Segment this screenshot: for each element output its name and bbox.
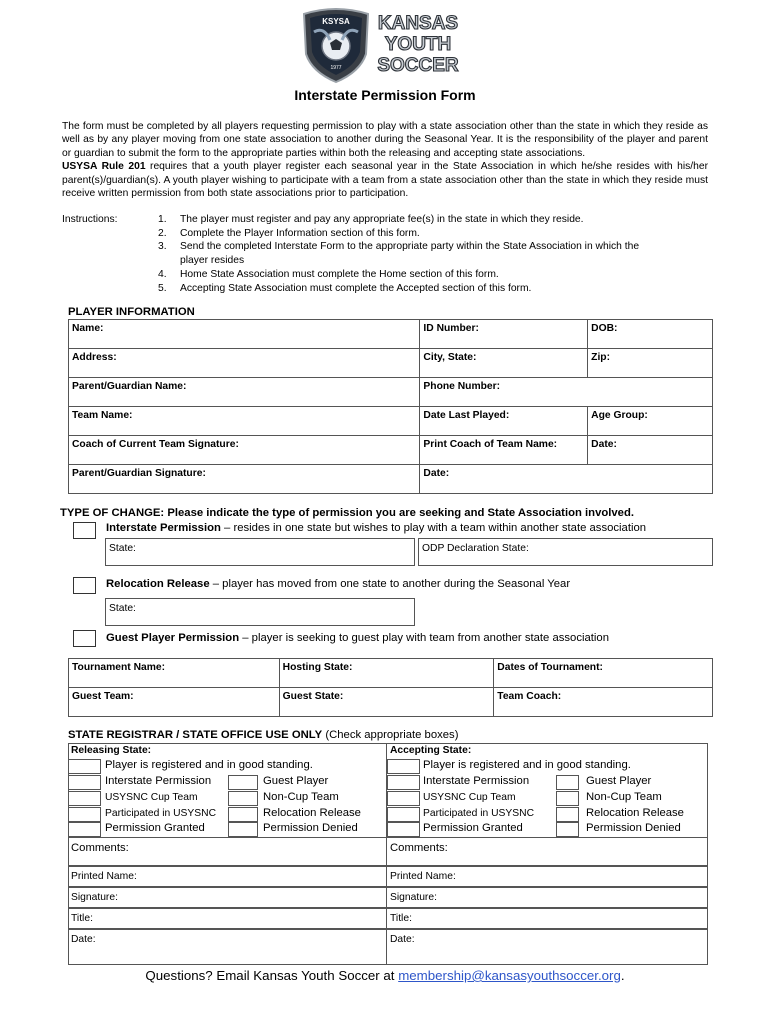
releasing-guest-player-checkbox[interactable] xyxy=(228,775,258,790)
releasing-interstate-checkbox[interactable] xyxy=(68,775,101,790)
accepting-denied-label: Permission Denied xyxy=(586,822,681,834)
accepting-state-label: Accepting State: xyxy=(390,745,472,756)
logo-word-kansas: KANSAS xyxy=(377,13,459,34)
team-name-field[interactable]: Team Name: xyxy=(69,407,420,436)
accepting-participated-checkbox[interactable] xyxy=(387,807,420,822)
instruction-text-1: The player must register and pay any appropriate fee(s) in the state in which they reside. xyxy=(180,214,584,225)
type-of-change-heading: TYPE OF CHANGE: Please indicate the type of permission you are seeking and State Association involved. xyxy=(60,507,634,519)
accepting-interstate-label: Interstate Permission xyxy=(423,775,530,787)
releasing-usysnc-cup-label: USYSNC Cup Team xyxy=(105,792,198,803)
releasing-guest-player-label: Guest Player xyxy=(263,775,329,787)
releasing-granted-label: Permission Granted xyxy=(105,822,205,834)
relocation-release-checkbox[interactable] xyxy=(73,577,96,594)
player-info-heading: PLAYER INFORMATION xyxy=(68,306,195,318)
relocation-state-field[interactable]: State: xyxy=(105,598,415,626)
interstate-permission-desc: – resides in one state but wishes to play with a team within another state association xyxy=(220,522,647,534)
rule-text: requires that a youth player register each seasonal year in the State Association in which he/she resides with his/her parent(s)/guardian(s). A youth player wishing to participate with a team from a state association other than the state in which they reside must receive written permission from both state associations prior to participation. xyxy=(62,161,708,200)
accepting-guest-player-label: Guest Player xyxy=(586,775,652,787)
releasing-title-field[interactable]: Title: xyxy=(68,908,387,929)
intro-paragraph: The form must be completed by all players requesting permission to play with a state association other than the state in which they reside as well as by any player moving from one state association to another during the Seasonal Year. It is the responsibility of the player and parent or guardian to submit the form to the appropriate parties within both the releasing and accepting state associations. xyxy=(62,121,708,159)
releasing-participated-checkbox[interactable] xyxy=(68,807,101,822)
team-coach-field[interactable]: Team Coach: xyxy=(494,688,713,717)
zip-field[interactable]: Zip: xyxy=(588,349,713,378)
guest-player-permission-checkbox[interactable] xyxy=(73,630,96,647)
address-field[interactable]: Address: xyxy=(69,349,420,378)
accepting-relocation-checkbox[interactable] xyxy=(556,807,579,822)
accepting-date-field[interactable]: Date: xyxy=(387,929,708,950)
relocation-release-option xyxy=(106,578,570,590)
accepting-good-standing-label: Player is registered and in good standing. xyxy=(423,759,631,771)
guest-player-permission-label: Guest Player Permission xyxy=(106,632,240,644)
registrar-heading-text: STATE REGISTRAR / STATE OFFICE USE ONLY xyxy=(68,729,323,741)
accepting-interstate-checkbox[interactable] xyxy=(387,775,420,790)
footer-text: Questions? Email Kansas Youth Soccer at xyxy=(145,968,399,983)
intro-text xyxy=(62,120,708,200)
accepting-good-standing-checkbox[interactable] xyxy=(387,759,420,774)
releasing-denied-checkbox[interactable] xyxy=(228,822,258,837)
table-row xyxy=(69,659,713,688)
odp-declaration-state-field[interactable]: ODP Declaration State: xyxy=(418,538,713,566)
registrar-heading xyxy=(68,729,458,741)
table-row xyxy=(69,407,713,436)
player-info-table xyxy=(68,319,713,494)
date-last-played-field[interactable]: Date Last Played: xyxy=(420,407,588,436)
rule-paragraph xyxy=(62,160,708,200)
membership-email-link[interactable]: membership@kansasyouthsoccer.org xyxy=(398,968,621,983)
age-group-field[interactable]: Age Group: xyxy=(588,407,713,436)
accepting-granted-label: Permission Granted xyxy=(423,822,523,834)
releasing-state-label: Releasing State: xyxy=(71,745,152,756)
instructions-label: Instructions: xyxy=(62,214,118,225)
parent-signature-date-field[interactable]: Date: xyxy=(420,465,713,494)
logo-year: 1977 xyxy=(330,65,342,71)
instruction-num-5: 5. xyxy=(158,283,167,294)
guest-state-field[interactable]: Guest State: xyxy=(279,688,494,717)
accepting-granted-checkbox[interactable] xyxy=(387,822,420,837)
instruction-text-4: Home State Association must complete the Home section of this form. xyxy=(180,269,499,280)
releasing-non-cup-checkbox[interactable] xyxy=(228,791,258,806)
registrar-heading-note: (Check appropriate boxes) xyxy=(322,729,459,741)
accepting-denied-checkbox[interactable] xyxy=(556,822,579,837)
releasing-denied-label: Permission Denied xyxy=(263,822,358,834)
accepting-usysnc-cup-label: USYSNC Cup Team xyxy=(423,792,516,803)
table-row xyxy=(69,688,713,717)
table-row xyxy=(69,436,713,465)
guest-player-permission-desc: – player is seeking to guest play with team from another state association xyxy=(239,632,609,644)
instruction-text-3b: player resides xyxy=(180,255,245,266)
guest-player-permission-option xyxy=(106,632,609,644)
instruction-num-1: 1. xyxy=(158,214,167,225)
releasing-date-field[interactable]: Date: xyxy=(68,929,387,950)
releasing-participated-label: Participated in USYSNC xyxy=(105,808,217,819)
print-coach-name-field[interactable]: Print Coach of Team Name: xyxy=(420,436,588,465)
releasing-printed-name-field[interactable]: Printed Name: xyxy=(68,866,387,887)
accepting-non-cup-label: Non-Cup Team xyxy=(586,791,662,803)
accepting-relocation-label: Relocation Release xyxy=(586,807,684,819)
releasing-relocation-label: Relocation Release xyxy=(263,807,361,819)
releasing-granted-checkbox[interactable] xyxy=(68,822,101,837)
accepting-printed-name-field[interactable]: Printed Name: xyxy=(387,866,708,887)
coach-signature-field[interactable]: Coach of Current Team Signature: xyxy=(69,436,420,465)
hosting-state-field[interactable]: Hosting State: xyxy=(279,659,494,688)
dob-field[interactable]: DOB: xyxy=(588,320,713,349)
tournament-dates-field[interactable]: Dates of Tournament: xyxy=(494,659,713,688)
instruction-text-3: Send the completed Interstate Form to the appropriate party within the State Association in which the xyxy=(180,241,640,252)
accepting-title-field[interactable]: Title: xyxy=(387,908,708,929)
name-field[interactable]: Name: xyxy=(69,320,420,349)
accepting-usysnc-cup-checkbox[interactable] xyxy=(387,791,420,806)
releasing-usysnc-cup-checkbox[interactable] xyxy=(68,791,101,806)
table-row xyxy=(69,378,713,407)
instruction-text-2: Complete the Player Information section of this form. xyxy=(180,228,420,239)
parent-signature-field[interactable]: Parent/Guardian Signature: xyxy=(69,465,420,494)
id-number-field[interactable]: ID Number: xyxy=(420,320,588,349)
table-row xyxy=(69,320,713,349)
logo-word-soccer: SOCCER xyxy=(377,55,459,76)
guest-team-field[interactable]: Guest Team: xyxy=(69,688,280,717)
logo-badge-text: KSYSA xyxy=(322,17,350,26)
releasing-interstate-label: Interstate Permission xyxy=(105,775,212,787)
table-row xyxy=(69,465,713,494)
relocation-release-label: Relocation Release xyxy=(106,578,210,590)
accepting-participated-label: Participated in USYSNC xyxy=(423,808,535,819)
parent-guardian-name-field[interactable]: Parent/Guardian Name: xyxy=(69,378,420,407)
releasing-non-cup-label: Non-Cup Team xyxy=(263,791,339,803)
table-row xyxy=(69,349,713,378)
accepting-non-cup-checkbox[interactable] xyxy=(556,791,579,806)
interstate-permission-checkbox[interactable] xyxy=(73,522,96,539)
releasing-good-standing-checkbox[interactable] xyxy=(68,759,101,774)
phone-number-field[interactable]: Phone Number: xyxy=(420,378,713,407)
releasing-signature-field[interactable]: Signature: xyxy=(68,887,387,908)
releasing-good-standing-label: Player is registered and in good standing. xyxy=(105,759,313,771)
rule-label: USYSA Rule 201 xyxy=(62,161,146,173)
instruction-text-5: Accepting State Association must complete the Accepted section of this form. xyxy=(180,283,532,294)
interstate-state-field[interactable]: State: xyxy=(105,538,415,566)
coach-date-field[interactable]: Date: xyxy=(588,436,713,465)
releasing-comments-field[interactable]: Comments: xyxy=(68,837,387,866)
relocation-release-desc: – player has moved from one state to another during the Seasonal Year xyxy=(209,578,571,590)
accepting-guest-player-checkbox[interactable] xyxy=(556,775,579,790)
city-state-field[interactable]: City, State: xyxy=(420,349,588,378)
kansas-youth-soccer-logo xyxy=(300,6,472,84)
instruction-num-4: 4. xyxy=(158,269,167,280)
footer-contact xyxy=(0,968,770,983)
tournament-name-field[interactable]: Tournament Name: xyxy=(69,659,280,688)
instruction-num-3: 3. xyxy=(158,241,167,252)
releasing-relocation-checkbox[interactable] xyxy=(228,807,258,822)
interstate-permission-option xyxy=(106,522,646,534)
footer-end: . xyxy=(620,968,625,983)
accepting-comments-field[interactable]: Comments: xyxy=(387,837,708,866)
interstate-permission-label: Interstate Permission xyxy=(106,522,221,534)
accepting-signature-field[interactable]: Signature: xyxy=(387,887,708,908)
instruction-num-2: 2. xyxy=(158,228,167,239)
guest-player-table xyxy=(68,658,713,717)
form-title: Interstate Permission Form xyxy=(294,87,476,103)
logo-word-youth: YOUTH xyxy=(384,34,452,55)
